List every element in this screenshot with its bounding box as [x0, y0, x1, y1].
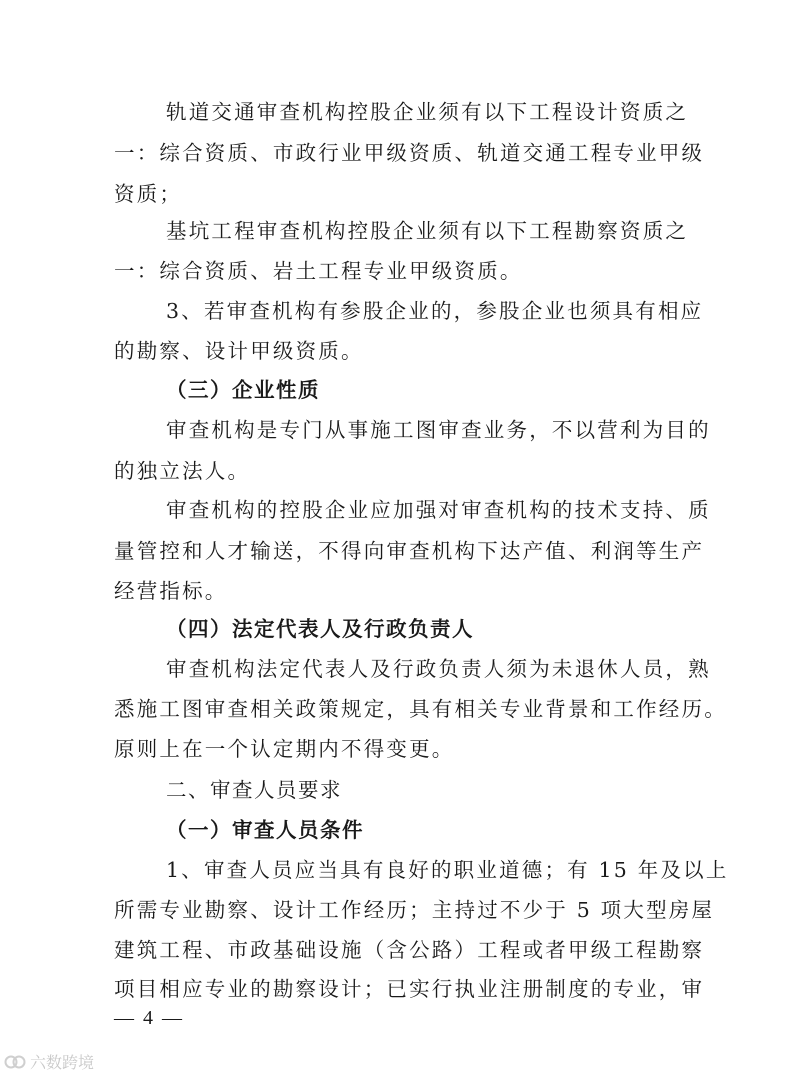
paragraph-line: 悉施工图审查相关政策规定，具有相关专业背景和工作经历。: [114, 697, 727, 721]
paragraph-line: 一：综合资质、岩土工程专业甲级资质。: [114, 259, 523, 283]
paragraph-line: 一：综合资质、市政行业甲级资质、轨道交通工程专业甲级: [114, 141, 705, 165]
paragraph-line: 基坑工程审查机构控股企业须有以下工程勘察资质之: [166, 219, 689, 243]
watermark: [4, 1050, 94, 1073]
page-number: — 4 —: [114, 1007, 184, 1029]
paragraph-line: 原则上在一个认定期内不得变更。: [114, 737, 455, 761]
paragraph-line: 的独立法人。: [114, 459, 251, 483]
paragraph-line: 审查机构的控股企业应加强对审查机构的技术支持、质: [166, 498, 711, 522]
watermark-text: 六数跨境: [30, 1053, 95, 1072]
chapter-heading: 二、审查人员要求: [166, 778, 342, 802]
paragraph-line: 项目相应专业的勘察设计；已实行执业注册制度的专业，审: [114, 977, 705, 1001]
section-heading: （一）审查人员条件: [166, 818, 364, 842]
paragraph-line: 1、审查人员应当具有良好的职业道德；有 15 年及以上: [166, 858, 729, 882]
paragraph-line: 3、若审查机构有参股企业的，参股企业也须具有相应: [166, 299, 704, 323]
section-heading: （三）企业性质: [166, 378, 320, 402]
paragraph-line: 量管控和人才输送，不得向审查机构下达产值、利润等生产: [114, 539, 705, 563]
paragraph-line: 轨道交通审查机构控股企业须有以下工程设计资质之: [166, 100, 689, 124]
paragraph-line: 建筑工程、市政基础设施（含公路）工程或者甲级工程勘察: [114, 938, 705, 962]
paragraph-line: 的勘察、设计甲级资质。: [114, 339, 364, 363]
paragraph-line: 审查机构法定代表人及行政负责人须为未退休人员，熟: [166, 657, 711, 681]
paragraph-line: 所需专业勘察、设计工作经历；主持过不少于 5 项大型房屋: [114, 898, 715, 922]
section-heading: （四）法定代表人及行政负责人: [166, 617, 474, 641]
paragraph-line: 审查机构是专门从事施工图审查业务，不以营利为目的: [166, 418, 711, 442]
paragraph-line: 资质；: [114, 182, 183, 206]
paragraph-line: 经营指标。: [114, 579, 228, 603]
watermark-logo-icon: [4, 1053, 26, 1071]
